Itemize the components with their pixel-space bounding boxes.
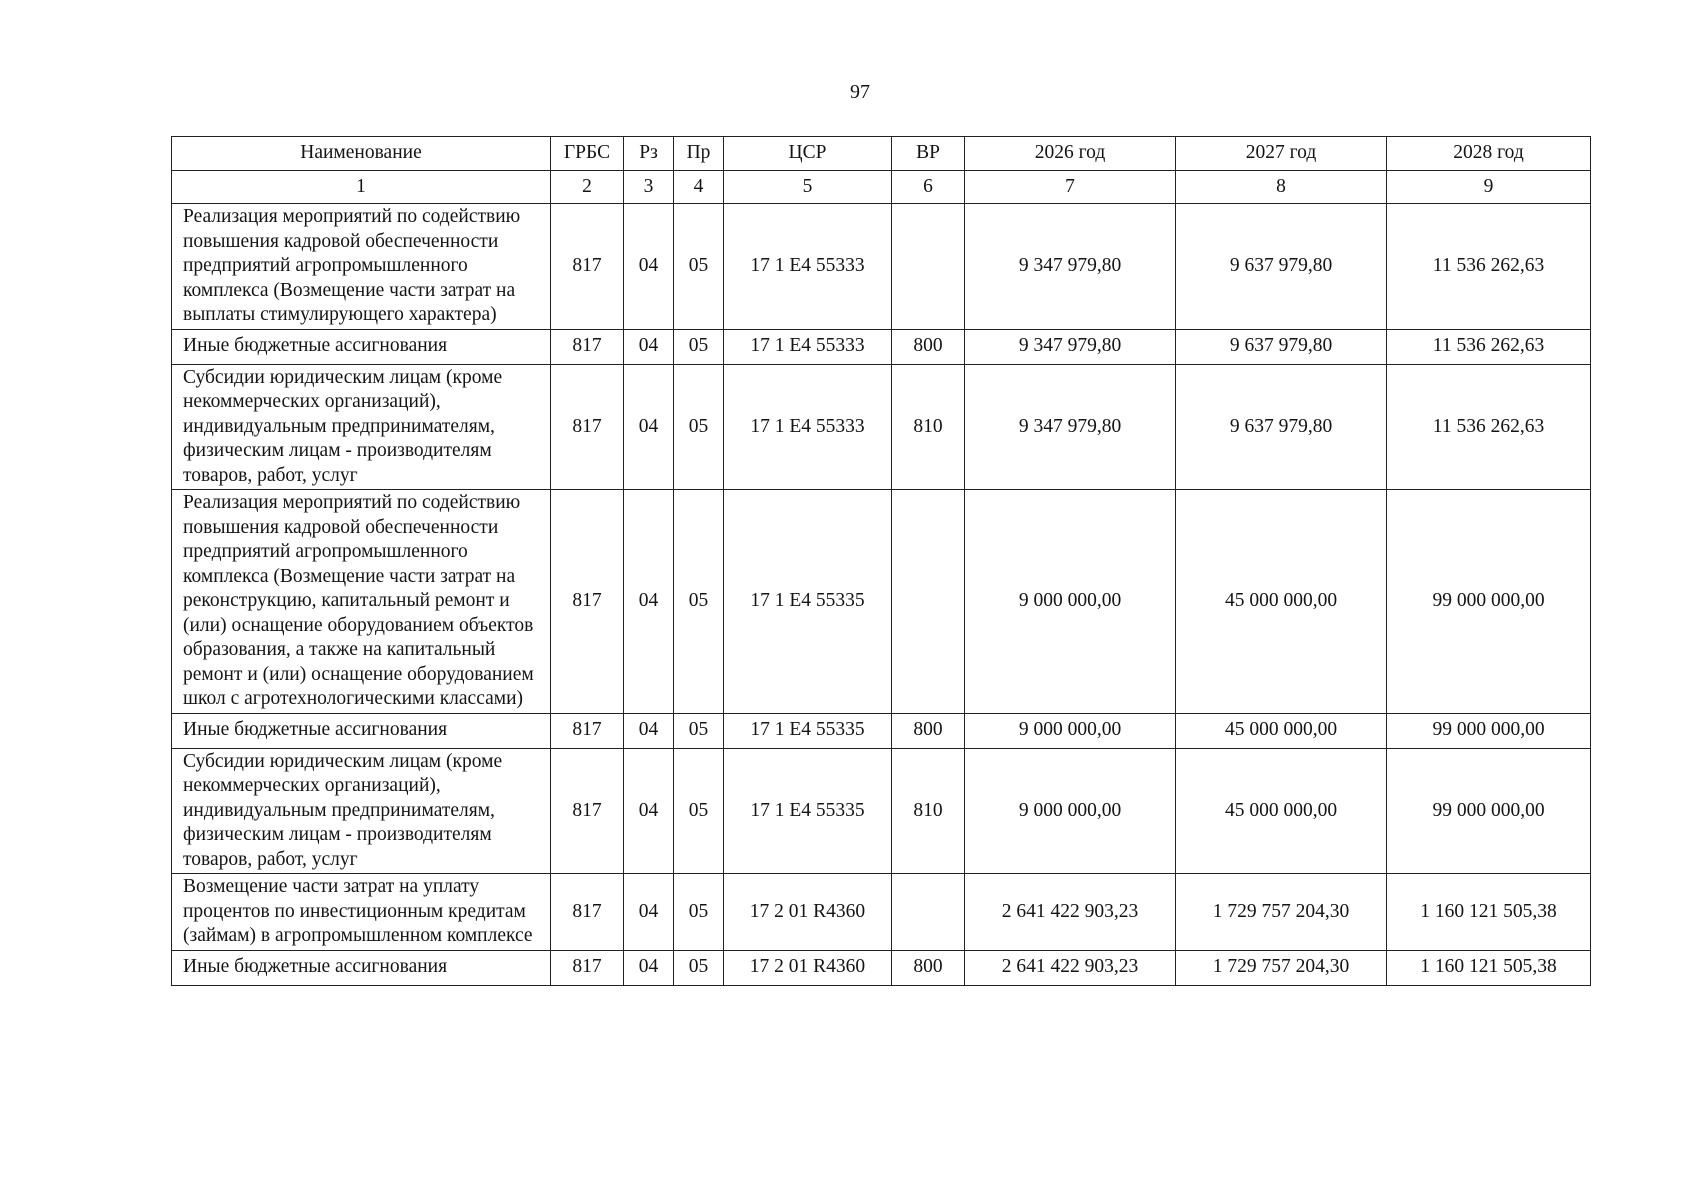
row-pr: 05 (674, 748, 724, 874)
row-2027: 45 000 000,00 (1176, 490, 1387, 714)
header-2028: 2028 год (1387, 137, 1591, 171)
row-grbs: 817 (551, 713, 624, 748)
row-rz: 04 (624, 204, 674, 330)
page-number: 97 (850, 81, 870, 103)
row-rz: 04 (624, 364, 674, 490)
row-vr: 810 (892, 748, 965, 874)
row-2026: 9 000 000,00 (965, 713, 1176, 748)
row-pr: 05 (674, 329, 724, 364)
row-vr (892, 204, 965, 330)
column-number-row (172, 171, 1591, 204)
row-2026: 9 000 000,00 (965, 490, 1176, 714)
table-row (172, 204, 1591, 330)
row-name: Иные бюджетные ассигнования (172, 713, 551, 748)
row-grbs: 817 (551, 364, 624, 490)
column-number: 9 (1387, 171, 1591, 204)
row-vr: 800 (892, 713, 965, 748)
row-grbs: 817 (551, 490, 624, 714)
row-vr: 810 (892, 364, 965, 490)
column-number: 3 (624, 171, 674, 204)
row-csr: 17 1 Е4 55333 (724, 364, 892, 490)
row-2027: 9 637 979,80 (1176, 204, 1387, 330)
row-rz: 04 (624, 329, 674, 364)
row-grbs: 817 (551, 329, 624, 364)
column-number: 7 (965, 171, 1176, 204)
table-row (172, 364, 1591, 490)
row-pr: 05 (674, 874, 724, 951)
column-number: 4 (674, 171, 724, 204)
row-vr (892, 874, 965, 951)
row-grbs: 817 (551, 748, 624, 874)
row-csr: 17 1 Е4 55333 (724, 204, 892, 330)
row-vr (892, 490, 965, 714)
row-2028: 99 000 000,00 (1387, 490, 1591, 714)
table-row (172, 490, 1591, 714)
column-number: 6 (892, 171, 965, 204)
column-number: 5 (724, 171, 892, 204)
row-name: Субсидии юридическим лицам (кроме некоммерческих организаций), индивидуальным предпринимателям, физическим лицам - производителям товаров, работ, услуг (172, 364, 551, 490)
row-csr: 17 1 Е4 55335 (724, 490, 892, 714)
row-name: Реализация мероприятий по содействию повышения кадровой обеспеченности предприятий агропромышленного комплекса (Возмещение части затрат на реконструкцию, капитальный ремонт и (или) оснащение оборудованием объектов образования, а также на капитальный ремонт и (или) оснащение оборудованием школ с агротехнологическими классами) (172, 490, 551, 714)
row-2026: 9 347 979,80 (965, 329, 1176, 364)
column-number: 2 (551, 171, 624, 204)
row-2027: 1 729 757 204,30 (1176, 950, 1387, 985)
header-csr: ЦСР (724, 137, 892, 171)
row-2028: 11 536 262,63 (1387, 204, 1591, 330)
header-name: Наименование (172, 137, 551, 171)
row-csr: 17 1 Е4 55333 (724, 329, 892, 364)
row-name: Иные бюджетные ассигнования (172, 329, 551, 364)
row-2028: 11 536 262,63 (1387, 364, 1591, 490)
row-pr: 05 (674, 204, 724, 330)
row-2027: 9 637 979,80 (1176, 329, 1387, 364)
column-number: 8 (1176, 171, 1387, 204)
row-pr: 05 (674, 950, 724, 985)
row-2027: 1 729 757 204,30 (1176, 874, 1387, 951)
row-2027: 45 000 000,00 (1176, 713, 1387, 748)
row-2028: 99 000 000,00 (1387, 713, 1591, 748)
row-2028: 1 160 121 505,38 (1387, 950, 1591, 985)
row-rz: 04 (624, 748, 674, 874)
row-2026: 9 347 979,80 (965, 204, 1176, 330)
table-row (172, 950, 1591, 985)
row-csr: 17 1 Е4 55335 (724, 748, 892, 874)
table-row (172, 874, 1591, 951)
header-2026: 2026 год (965, 137, 1176, 171)
row-rz: 04 (624, 490, 674, 714)
row-2026: 9 347 979,80 (965, 364, 1176, 490)
row-name: Субсидии юридическим лицам (кроме некоммерческих организаций), индивидуальным предпринимателям, физическим лицам - производителям товаров, работ, услуг (172, 748, 551, 874)
table-row (172, 713, 1591, 748)
row-rz: 04 (624, 950, 674, 985)
row-pr: 05 (674, 713, 724, 748)
row-name: Возмещение части затрат на уплату процентов по инвестиционным кредитам (займам) в агропромышленном комплексе (172, 874, 551, 951)
row-grbs: 817 (551, 204, 624, 330)
row-vr: 800 (892, 950, 965, 985)
header-vr: ВР (892, 137, 965, 171)
row-2028: 1 160 121 505,38 (1387, 874, 1591, 951)
row-rz: 04 (624, 713, 674, 748)
header-2027: 2027 год (1176, 137, 1387, 171)
row-grbs: 817 (551, 874, 624, 951)
row-csr: 17 2 01 R4360 (724, 950, 892, 985)
row-2028: 99 000 000,00 (1387, 748, 1591, 874)
row-2027: 9 637 979,80 (1176, 364, 1387, 490)
row-csr: 17 1 Е4 55335 (724, 713, 892, 748)
row-pr: 05 (674, 364, 724, 490)
header-rz: Рз (624, 137, 674, 171)
row-2026: 2 641 422 903,23 (965, 950, 1176, 985)
row-2026: 9 000 000,00 (965, 748, 1176, 874)
budget-table (171, 136, 1591, 986)
row-name: Иные бюджетные ассигнования (172, 950, 551, 985)
row-name: Реализация мероприятий по содействию повышения кадровой обеспеченности предприятий агропромышленного комплекса (Возмещение части затрат на выплаты стимулирующего характера) (172, 204, 551, 330)
header-grbs: ГРБС (551, 137, 624, 171)
row-2026: 2 641 422 903,23 (965, 874, 1176, 951)
row-pr: 05 (674, 490, 724, 714)
header-row (172, 137, 1591, 171)
table-row (172, 329, 1591, 364)
column-number: 1 (172, 171, 551, 204)
row-grbs: 817 (551, 950, 624, 985)
table-row (172, 748, 1591, 874)
row-rz: 04 (624, 874, 674, 951)
row-vr: 800 (892, 329, 965, 364)
row-2027: 45 000 000,00 (1176, 748, 1387, 874)
row-2028: 11 536 262,63 (1387, 329, 1591, 364)
row-csr: 17 2 01 R4360 (724, 874, 892, 951)
header-pr: Пр (674, 137, 724, 171)
